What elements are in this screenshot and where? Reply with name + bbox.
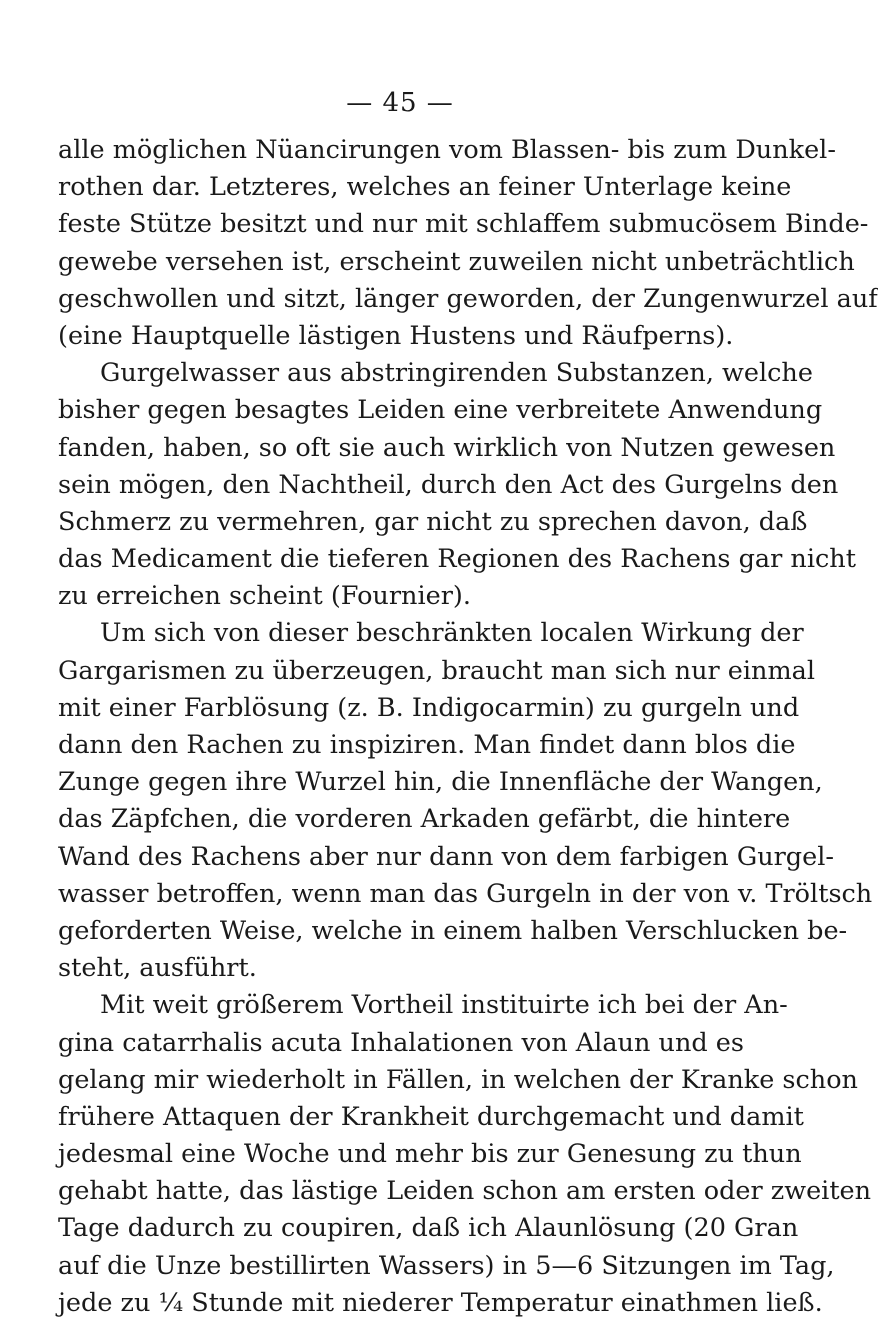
text-line: gelang mir wiederholt in Fällen, in welchen der Kranke schon (58, 1064, 858, 1095)
text-line: Um sich von dieser beschränkten localen Wirkung der (100, 618, 804, 649)
text-line: auf die Unze bestillirten Wassers) in 5—6 Sitzungen im Tag, (58, 1250, 835, 1281)
text-line: gehabt hatte, das lästige Leiden schon am ersten oder zweiten (58, 1176, 872, 1207)
text-line: frühere Attaquen der Krankheit durchgemacht und damit (58, 1101, 804, 1132)
text-line: rothen dar. Letzteres, welches an feiner Unterlage keine (58, 172, 792, 203)
text-line: wasser betroffen, wenn man das Gurgeln in der von v. Tröltsch (58, 878, 873, 909)
body-text (58, 132, 878, 1322)
page-number: — 45 — (346, 88, 454, 118)
text-line: (eine Hauptquelle lästigen Hustens und Räufperns). (58, 320, 734, 351)
text-line: mit einer Farblösung (z. B. Indigocarmin) zu gurgeln und (58, 692, 800, 723)
text-line: Wand des Rachens aber nur dann von dem farbigen Gurgel- (58, 841, 834, 872)
text-line: geschwollen und sitzt, länger geworden, der Zungenwurzel auf (58, 283, 878, 314)
text-line: Gargarismen zu überzeugen, braucht man sich nur einmal (58, 655, 816, 686)
text-line: feste Stütze besitzt und nur mit schlaffem submucösem Binde- (58, 209, 869, 240)
text-line: Zunge gegen ihre Wurzel hin, die Innenfläche der Wangen, (58, 767, 823, 798)
text-line: Tage dadurch zu coupiren, daß ich Alaunlösung (20 Gran (58, 1213, 799, 1244)
text-line: das Medicament die tieferen Regionen des Rachens gar nicht (58, 544, 856, 575)
text-line: dann den Rachen zu inspiziren. Man findet dann blos die (58, 730, 796, 760)
text-line: bisher gegen besagtes Leiden eine verbreitete Anwendung (58, 395, 823, 426)
text-line: fanden, haben, so oft sie auch wirklich von Nutzen gewesen (58, 432, 836, 463)
text-line: Mit weit größerem Vortheil instituirte ich bei der An- (100, 990, 788, 1021)
text-line: alle möglichen Nüancirungen vom Blassen- bis zum Dunkel- (58, 135, 836, 165)
text-line: geforderten Weise, welche in einem halben Verschlucken be- (58, 915, 848, 946)
text-line: sein mögen, den Nachtheil, durch den Act des Gurgelns den (58, 469, 839, 500)
text-line: steht, ausführt. (58, 953, 257, 984)
text-line: zu erreichen scheint (Fournier). (58, 581, 471, 612)
text-line: gina catarrhalis acuta Inhalationen von Alaun und es (58, 1027, 744, 1058)
text-line: jedesmal eine Woche und mehr bis zur Genesung zu thun (58, 1139, 802, 1170)
text-line: jede zu ¼ Stunde mit niederer Temperatur einathmen ließ. (58, 1287, 823, 1318)
text-line: gewebe versehen ist, erscheint zuweilen nicht unbeträchtlich (58, 246, 855, 277)
text-line: Gurgelwasser aus abstringirenden Substanzen, welche (100, 358, 813, 389)
text-line: das Zäpfchen, die vorderen Arkaden gefärbt, die hintere (58, 804, 791, 835)
text-line: Schmerz zu vermehren, gar nicht zu sprechen davon, daß (58, 506, 808, 537)
